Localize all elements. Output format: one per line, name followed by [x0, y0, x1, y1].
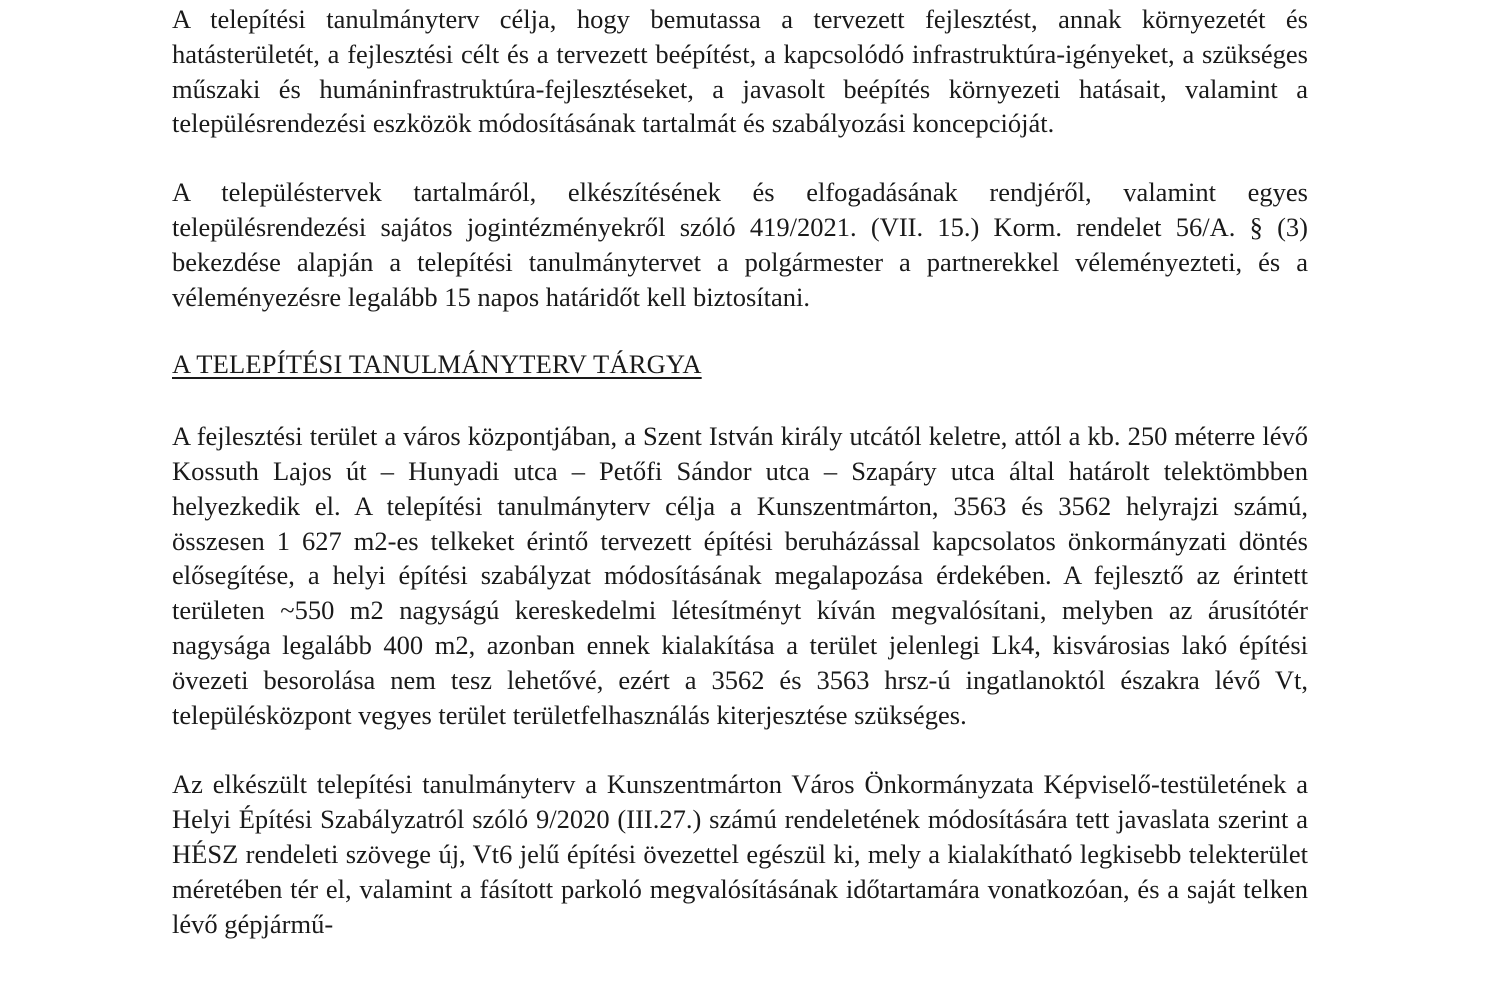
section-heading: A TELEPÍTÉSI TANULMÁNYTERV TÁRGYA	[172, 349, 702, 380]
paragraph-spacer	[172, 141, 1308, 175]
paragraph-legal-basis: A településtervek tartalmáról, elkészítésének és elfogadásának rendjéről, valamint egyes településrendezési sajátos jogintézményekről szóló 419/2021. (VII. 15.) Korm. rendelet 56/A. § (3) bekezdése alapján a telepítési tanulmánytervet a polgármester a partnerekkel véleményezteti, és a véleményezésre legalább 15 napos határidőt kell biztosítani.	[172, 177, 1308, 312]
paragraph-development-area: A fejlesztési terület a város központjában, a Szent István király utcától keletre, attól a kb. 250 méterre lévő Kossuth Lajos út – Hunyadi utca – Petőfi Sándor utca – Szapáry utca által határolt telektömbben helyezkedik el. A telepítési tanulmányterv célja a Kunszentmárton, 3563 és 3562 helyrajzi számú, összesen 1 627 m2-es telkeket érintő tervezett építési beruházással kapcsolatos önkormányzati döntés elősegítése, a helyi építési szabályzat módosításának megalapozása érdekében. A fejlesztő az érintett területen ~550 m2 nagyságú kereskedelmi létesítményt kíván megvalósítani, melyben az árusítótér nagysága legalább 400 m2, azonban ennek kialakítása a terület jelenlegi Lk4, kisvárosias lakó építési övezeti besorolása nem tesz lehetővé, ezért a 3562 és 3563 hrsz-ú ingatlanoktól északra lévő Vt, településközpont vegyes terület területfelhasználás kiterjesztése szükséges.	[172, 421, 1308, 730]
paragraph-spacer	[172, 314, 1308, 347]
paragraph-spacer	[172, 382, 1308, 419]
paragraph-purpose: A telepítési tanulmányterv célja, hogy bemutassa a tervezett fejlesztést, annak környezetét és hatásterületét, a fejlesztési célt és a tervezett beépítést, a kapcsolódó infrastruktúra-igényeket, a szükséges műszaki és humáninfrastruktúra-fejlesztéseket, a javasolt beépítés környezeti hatásait, valamint a településrendezési eszközök módosításának tartalmát és szabályozási koncepcióját.	[172, 4, 1308, 139]
paragraph-spacer	[172, 732, 1308, 767]
paragraph-regulation-proposal: Az elkészült telepítési tanulmányterv a Kunszentmárton Város Önkormányzata Képviselő-testületének a Helyi Építési Szabályzatról szóló 9/2020 (III.27.) számú rendeletének módosítására tett javaslata szerint a HÉSZ rendeleti szövege új, Vt6 jelű építési övezettel egészül ki, mely a kialakítható legkisebb telekterület méretében tér el, valamint a fásított parkoló megvalósításának időtartamára vonatkozóan, és a saját telken lévő gépjármű-	[172, 769, 1308, 939]
document-body	[172, 2, 1308, 941]
